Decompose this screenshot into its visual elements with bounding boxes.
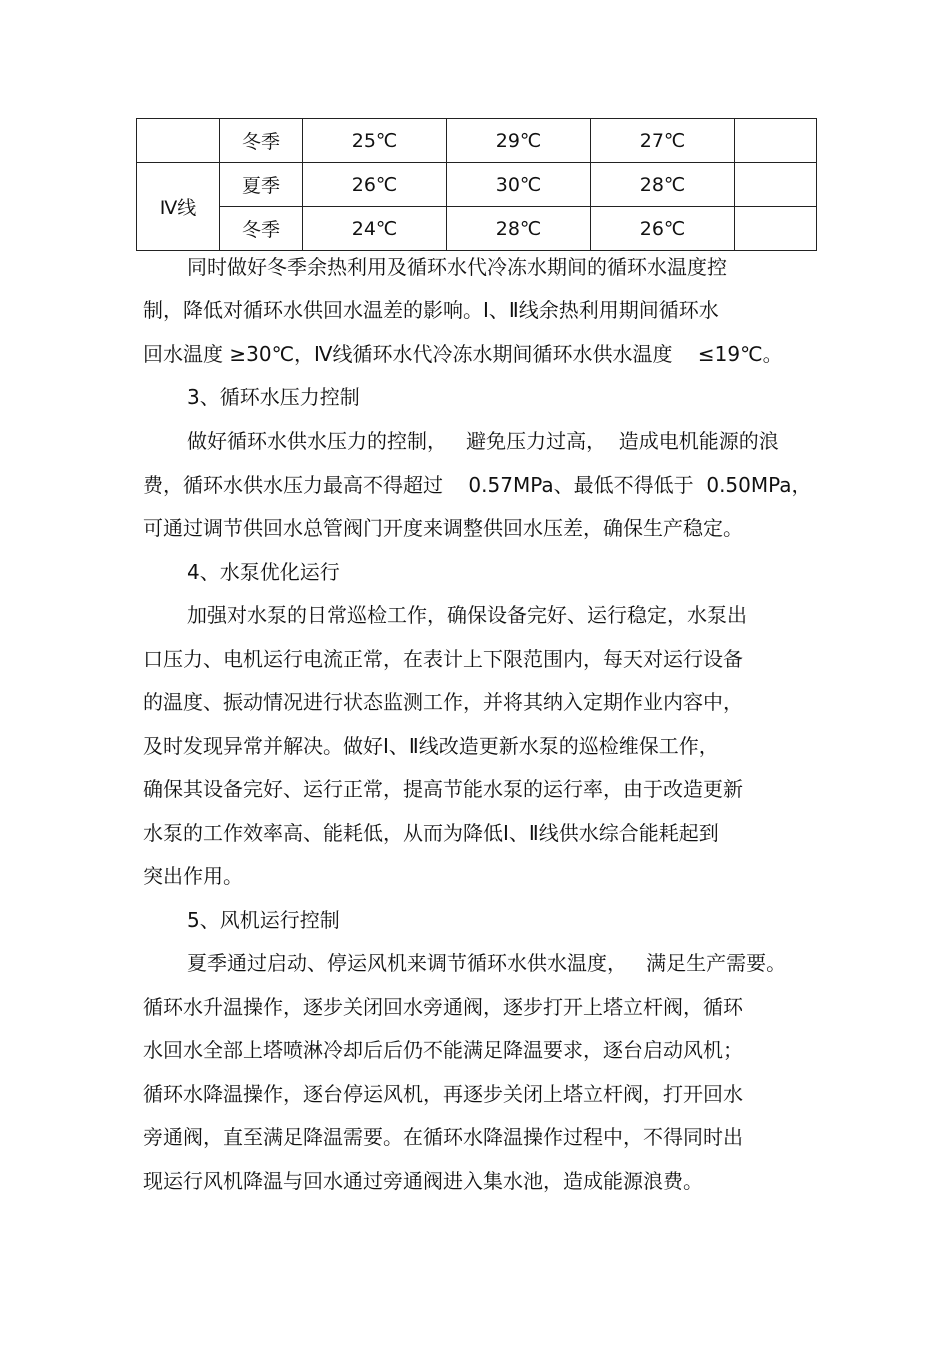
paragraph-line: 口压力、电机运行电流正常，在表计上下限范围内，每天对运行设备 bbox=[143, 647, 743, 671]
paragraph-line: 现运行风机降温与回水通过旁通阀进入集水池，造成能源浪费。 bbox=[143, 1169, 703, 1193]
season-cell: 冬季 bbox=[220, 207, 303, 251]
paragraph-line: 做好循环水供水压力的控制， 避免压力过高， 造成电机能源的浪 bbox=[187, 429, 779, 453]
paragraph-line: 的温度、振动情况进行状态监测工作，并将其纳入定期作业内容中， bbox=[143, 690, 743, 714]
value-cell: 29℃ bbox=[447, 119, 591, 163]
paragraph-line: 回水温度 ≥30℃，Ⅳ线循环水代冷冻水期间循环水供水温度 ≤19℃。 bbox=[143, 342, 783, 366]
value-cell: 27℃ bbox=[591, 119, 735, 163]
value-cell: 25℃ bbox=[303, 119, 447, 163]
empty-cell bbox=[735, 119, 817, 163]
paragraph-line: 加强对水泵的日常巡检工作，确保设备完好、运行稳定，水泵出 bbox=[187, 603, 747, 627]
value-cell: 26℃ bbox=[303, 163, 447, 207]
empty-cell bbox=[735, 207, 817, 251]
value-cell: 30℃ bbox=[447, 163, 591, 207]
paragraph-line: 费，循环水供水压力最高不得超过 0.57MPa、最低不得低于 0.50MPa， bbox=[143, 473, 812, 497]
paragraph-line: 水回水全部上塔喷淋冷却后后仍不能满足降温要求，逐台启动风机； bbox=[143, 1038, 743, 1062]
value-cell: 26℃ bbox=[591, 207, 735, 251]
table-row bbox=[137, 207, 817, 251]
temperature-table bbox=[136, 118, 817, 251]
section-heading: 3、循环水压力控制 bbox=[187, 385, 360, 409]
paragraph-line: 制，降低对循环水供回水温差的影响。Ⅰ、Ⅱ线余热利用期间循环水 bbox=[143, 298, 719, 322]
season-cell: 夏季 bbox=[220, 163, 303, 207]
line-label-cell: Ⅳ线 bbox=[137, 163, 220, 251]
line-cell bbox=[137, 119, 220, 163]
paragraph-line: 夏季通过启动、停运风机来调节循环水供水温度， 满足生产需要。 bbox=[187, 951, 787, 975]
value-cell: 28℃ bbox=[591, 163, 735, 207]
paragraph-line: 确保其设备完好、运行正常，提高节能水泵的运行率，由于改造更新 bbox=[143, 777, 743, 801]
empty-cell bbox=[735, 163, 817, 207]
paragraph-line: 水泵的工作效率高、能耗低，从而为降低Ⅰ、Ⅱ线供水综合能耗起到 bbox=[143, 821, 719, 845]
paragraph-line: 同时做好冬季余热利用及循环水代冷冻水期间的循环水温度控 bbox=[187, 255, 727, 279]
paragraph-line: 突出作用。 bbox=[143, 864, 243, 888]
table-row bbox=[137, 119, 817, 163]
section-heading: 5、风机运行控制 bbox=[187, 908, 340, 932]
table-row bbox=[137, 163, 817, 207]
season-cell: 冬季 bbox=[220, 119, 303, 163]
value-cell: 24℃ bbox=[303, 207, 447, 251]
paragraph-line: 循环水升温操作，逐步关闭回水旁通阀，逐步打开上塔立杆阀，循环 bbox=[143, 995, 743, 1019]
section-heading: 4、水泵优化运行 bbox=[187, 560, 340, 584]
paragraph-line: 旁通阀，直至满足降温需要。在循环水降温操作过程中，不得同时出 bbox=[143, 1125, 743, 1149]
paragraph-line: 可通过调节供回水总管阀门开度来调整供回水压差，确保生产稳定。 bbox=[143, 516, 743, 540]
paragraph-line: 循环水降温操作，逐台停运风机，再逐步关闭上塔立杆阀，打开回水 bbox=[143, 1082, 743, 1106]
paragraph-line: 及时发现异常并解决。做好Ⅰ、Ⅱ线改造更新水泵的巡检维保工作， bbox=[143, 734, 719, 758]
value-cell: 28℃ bbox=[447, 207, 591, 251]
